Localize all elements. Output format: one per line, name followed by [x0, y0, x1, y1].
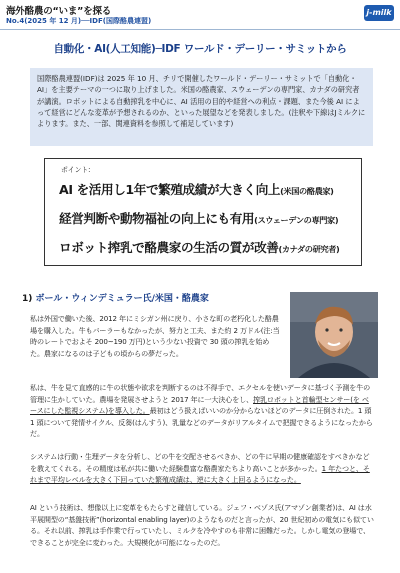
section-number: 1)	[22, 294, 33, 304]
point-main: AI を活用し1年で繁殖成績が大きく向上	[59, 182, 281, 197]
intro-box: 国際酪農連盟(IDF)は 2025 年 10 月、チリで開催したワールド・デーリー・サミットで「自動化・AI」を主要テーマの一つに取り上げました。米国の酪農家、スウェーデンの専門家、カナダの研究者が講演。ロボットによる自動搾乳を中心に、AI 活用の目的や経営への利点・課題、また今後 AI によって経営にどんな変革が予想されるのか、といった展望などを発表しました。(注釈や下線はJミルクによります。また、一部、関連資料を参照して補足しています)	[30, 68, 373, 146]
paragraph-2-underlined: 搾乳ロボットと首輪型センサー(を ベースにした監視システム)を導入した。	[30, 394, 369, 415]
speaker-photo	[290, 292, 378, 378]
paragraph-2-text-b: 最初はどう扱えばいいのか分からないほどのデータに圧倒された。1 頭 1 頭について発情サイクル、反芻(はんすう)、乳量などのデータがリアルタイムで把握できるようになったからだ。	[30, 406, 373, 438]
point-main: ロボット搾乳で酪農家の生活の質が改善	[59, 240, 279, 255]
point-1	[59, 179, 334, 198]
paragraph-3-underlined: 1 年たつと、それまで平均レベルを大きく下回っていた繁殖成績は、逆に大きく上回るようになった。	[30, 463, 370, 484]
section-name: ボール・ウィンデミュラー氏/米国・酪農家	[35, 294, 209, 304]
point-main: 経営判断や動物福祉の向上にも有用	[59, 211, 255, 226]
points-label: ポイント:	[61, 166, 91, 174]
key-points-box	[44, 158, 362, 266]
point-source: (米国の酪農家)	[280, 186, 334, 196]
paragraph-3	[30, 451, 375, 486]
paragraph-2	[30, 382, 375, 440]
point-2	[59, 208, 338, 227]
main-title: 自動化・AI(人工知能)─IDF ワールド・デーリー・サミットから	[53, 43, 347, 55]
series-title: 海外酪農の“いま”を探る	[6, 6, 112, 17]
header	[0, 0, 400, 30]
section-heading	[22, 291, 209, 304]
point-source: (カナダの研究者)	[278, 244, 340, 254]
paragraph-3-text-a: システムは行動・生理データを分析し、どの牛を交配させるべきか、どの牛に早期の健康確認をすべきかなどを教えてくれる。その精度は私が共に働いた経験豊富な酪農家たちより高いことが多かった。	[30, 452, 370, 473]
issue-line: No.4(2025 年 12 月)──IDF(国際酪農連盟)	[6, 17, 152, 25]
point-3	[59, 237, 339, 256]
paragraph-1: 私は外国で働いた後、2012 年にミシガン州に戻り、小さな町の老朽化した酪農場を購入した。牛もバーラーもなかったが、努力と工夫、また約 2 万ドル(注:当時のレートでおよそ 200~190 万円)という少ない投資で 30 頭の搾乳を始めた。農家になるのは子どもの頃からの夢だった。	[30, 314, 280, 358]
j-milk-logo: j-milk	[364, 5, 394, 21]
speaker-portrait-icon	[290, 292, 378, 378]
paragraph-2-text-a: 私は、牛を見て直感的に牛の状態や欲求を判断するのは不得手で、エクセルを使いデータに基づく予測を牛の管理に生かしていた。農場を発展させようと 2017 年に一大決心をし、	[30, 383, 371, 404]
paragraph-4: AI という技術は、想像以上に変革をもたらすと確信している。ジェフ・ベゾス氏(アマゾン創業者)は、AI は水平展開型の“基盤技術”(horizontal enabling layer)のようなものだと言ったが、20 世紀初めの電気にも似ている。それ以前、搾乳は手作業で行っていたし、ミルクを冷やすのも非常に困難だった。しかし電気の登場で、できることが完全に変わった。大規模化が可能になったのだ。	[30, 503, 374, 547]
point-source: (スウェーデンの専門家)	[254, 215, 339, 225]
